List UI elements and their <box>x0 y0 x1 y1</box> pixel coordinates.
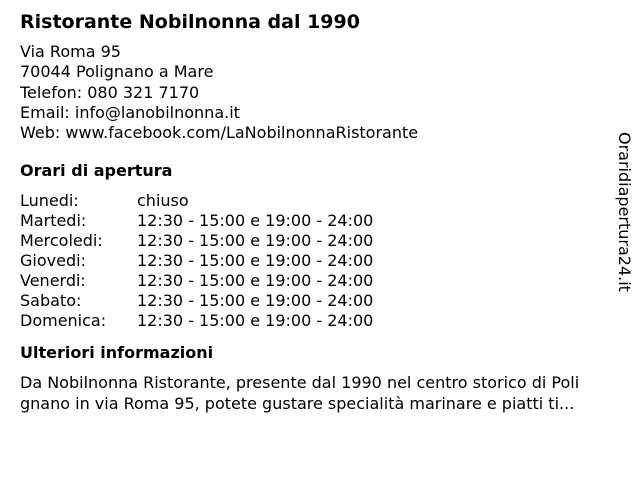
hours-row-saturday <box>20 291 620 311</box>
hours-row-tuesday <box>20 211 620 231</box>
time-value: 12:30 - 15:00 e 19:00 - 24:00 <box>137 231 374 251</box>
description-line: gnano in via Roma 95, potete gustare specialità marinare e piatti ti... <box>20 394 575 414</box>
day-label: Martedi: <box>20 211 87 231</box>
opening-hours-list <box>20 191 620 331</box>
time-value: 12:30 - 15:00 e 19:00 - 24:00 <box>137 311 374 331</box>
site-watermark: Oraridiapertura24.it <box>615 132 634 292</box>
page-title: Ristorante Nobilnonna dal 1990 <box>20 11 360 33</box>
address-street: Via Roma 95 <box>20 42 121 61</box>
phone-text: Telefon: 080 321 7170 <box>20 82 200 102</box>
time-value: 12:30 - 15:00 e 19:00 - 24:00 <box>137 271 374 291</box>
time-value: 12:30 - 15:00 e 19:00 - 24:00 <box>137 251 374 271</box>
hours-row-sunday <box>20 311 620 331</box>
hours-row-thursday <box>20 251 620 271</box>
time-value: 12:30 - 15:00 e 19:00 - 24:00 <box>137 291 374 311</box>
hours-row-wednesday <box>20 231 620 251</box>
time-value: 12:30 - 15:00 e 19:00 - 24:00 <box>137 211 374 231</box>
hours-row-friday <box>20 271 620 291</box>
day-label: Giovedi: <box>20 251 86 271</box>
address-city: 70044 Polignano a Mare <box>20 62 214 82</box>
time-value: chiuso <box>137 191 189 211</box>
email-text: Email: info@lanobilnonna.it <box>20 102 240 122</box>
day-label: Domenica: <box>20 311 107 331</box>
hours-row-monday <box>20 191 620 211</box>
day-label: Venerdi: <box>20 271 86 291</box>
day-label: Sabato: <box>20 291 82 311</box>
address-block <box>20 42 620 143</box>
description-line: Da Nobilnonna Ristorante, presente dal 1990 nel centro storico di Poli <box>20 373 580 393</box>
restaurant-card <box>20 10 620 414</box>
day-label: Mercoledi: <box>20 231 103 251</box>
website-text: Web: www.facebook.com/LaNobilnonnaRistorante <box>20 123 419 143</box>
description-text <box>20 372 630 414</box>
day-label: Lunedi: <box>20 191 79 211</box>
hours-heading: Orari di apertura <box>20 161 173 181</box>
more-info-heading: Ulteriori informazioni <box>20 343 214 363</box>
